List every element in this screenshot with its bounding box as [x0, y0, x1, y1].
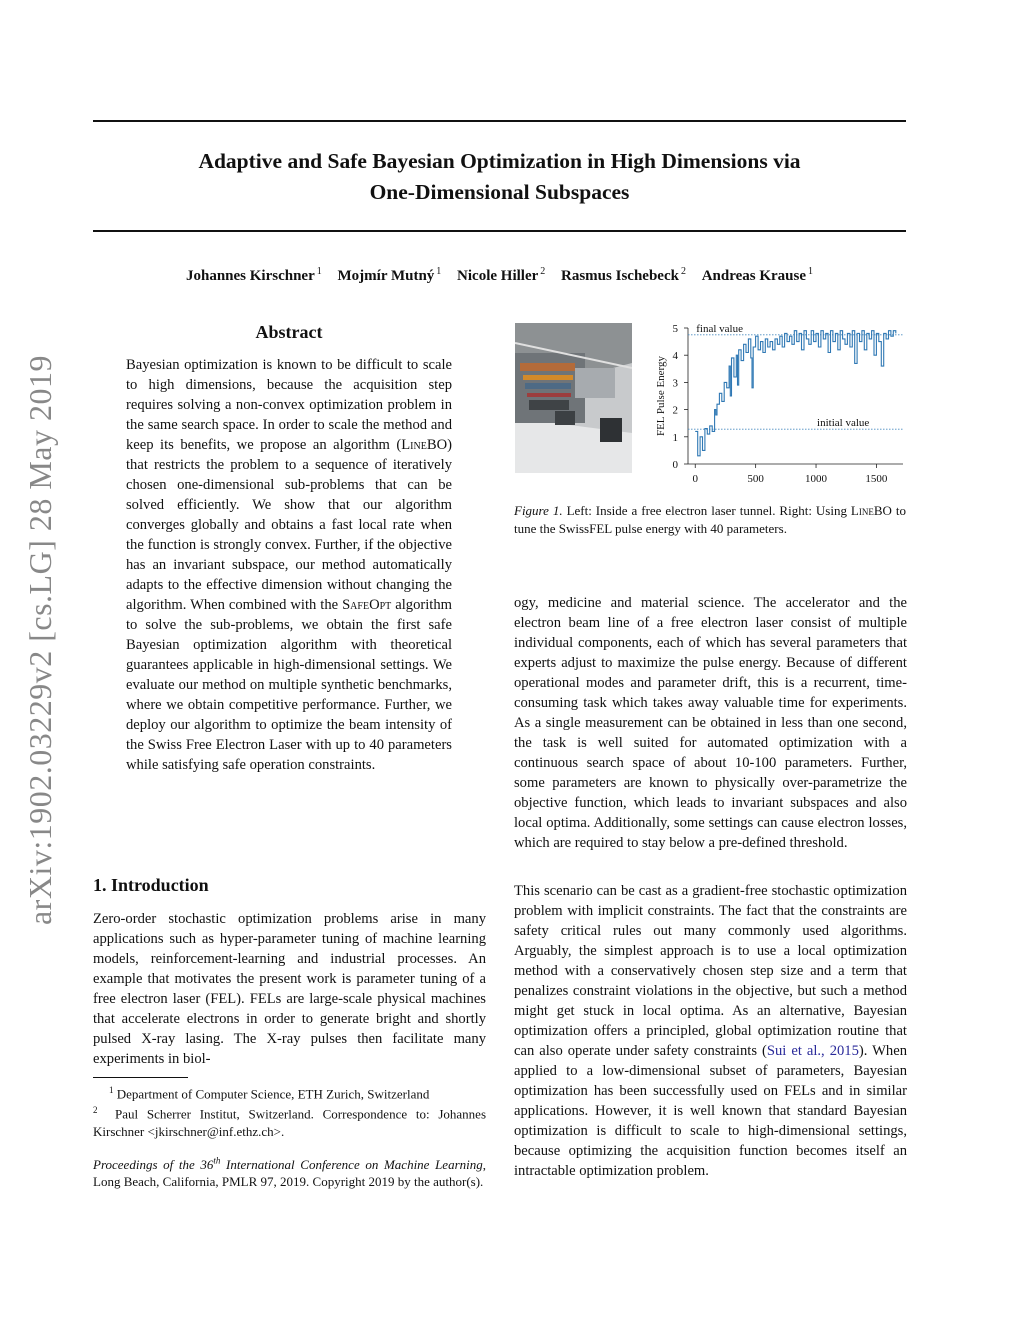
title-line-1: Adaptive and Safe Bayesian Optimization in High Dimensions via	[198, 149, 801, 173]
author-name: Nicole Hiller	[457, 268, 539, 284]
abstract-text-1: Bayesian optimization is known to be difficult to scale to high dimensions, because the acquisition step requires solving a non-convex optimization problem in the same search space. In order to scale the method and keep its benefits, we propose an algorithm (	[126, 357, 452, 453]
footnote-2	[93, 1102, 486, 1139]
proceedings-a: Proceedings of the 36	[93, 1156, 214, 1172]
author	[561, 268, 686, 284]
section-heading-introduction: 1. Introduction	[93, 875, 209, 895]
footnotes	[93, 1082, 486, 1190]
author-name: Rasmus Ischebeck	[561, 268, 679, 284]
caption-linebo: LineBO	[850, 503, 892, 518]
author	[338, 268, 442, 284]
x-tick-label: 500	[747, 473, 764, 485]
footnote-2-text: Paul Scherrer Institut, Switzerland. Correspondence to: Johannes Kirschner <jkirschner@inf.ethz.ch>.	[93, 1106, 487, 1139]
final-value-label: final value	[696, 322, 743, 335]
abstract-safeopt: SafeOpt	[342, 597, 392, 613]
author-list	[93, 266, 906, 285]
y-tick-label: 1	[672, 431, 678, 444]
fel-tunnel-photo	[515, 323, 632, 473]
author	[702, 268, 813, 284]
citation-link-sui2015[interactable]: Sui et al., 2015	[766, 1043, 859, 1059]
author-affiliation: 1	[436, 266, 442, 277]
initial-value-label: initial value	[817, 417, 870, 430]
y-tick-label: 5	[672, 323, 678, 335]
proceedings-c: , Long Beach, California, PMLR 97, 2019. Copyright 2019 by the author(s).	[93, 1156, 486, 1189]
abstract-heading: Abstract	[255, 322, 323, 342]
author-affiliation: 2	[540, 266, 546, 277]
intro-paragraph-1: Zero-order stochastic optimization problems arise in many applications such as hyper-parameter tuning of machine learning models, reinforcement-learning and industrial processes. An example that motivates the present work is parameter tuning of a free electron laser (FEL). FELs are large-scale physical machines that accelerate electrons in order to generate bright and shortly pulsed X-ray lasing. The X-ray pulses then facilitate many experiments in biol-	[93, 911, 486, 1067]
footnote-1-text: Department of Computer Science, ETH Zurich, Switzerland	[116, 1086, 430, 1102]
intro-paragraph-2-b: ). When applied to a low-dimensional subset of parameters, Bayesian optimization has been successfully used on FELs and in similar applications. However, it is well known that standard Bayesian optimization is difficult to scale to high-dimensional settings, because optimizing the acquisition function becomes itself an intractable optimization problem.	[514, 1043, 907, 1179]
title-line-2: One-Dimensional Subspaces	[369, 180, 630, 204]
proceedings-sup: th	[213, 1155, 221, 1166]
x-tick-label: 1000	[805, 473, 828, 485]
figure-1-caption	[514, 502, 906, 538]
proceedings-b: International Conference on Machine Learning	[220, 1156, 483, 1172]
y-tick-label: 3	[672, 377, 678, 390]
author-name: Mojmír Mutný	[337, 268, 435, 284]
y-tick-label: 2	[672, 404, 678, 417]
footnote-1	[93, 1082, 486, 1102]
author-name: Andreas Krause	[701, 268, 807, 284]
intro-paragraph-2	[514, 881, 907, 1181]
pulse-energy-chart	[648, 318, 908, 493]
arxiv-stamp: arXiv:1902.03229v2 [cs.LG] 28 May 2019	[22, 354, 58, 926]
y-axis-label: FEL Pulse Energy	[655, 355, 667, 437]
proceedings-note	[93, 1153, 486, 1190]
footnote-1-marker: 1	[109, 1085, 114, 1095]
abstract-text-3: algorithm to solve the sub-problems, we obtain the first safe Bayesian optimization algorithm with theoretical guarantees applicable in high-dimensional settings. We evaluate our method on multiple synthetic benchmarks, where we obtain competitive performance. Further, we deploy our algorithm to optimize the beam intensity of the Swiss Free Electron Laser with up to 40 parameters while satisfying safe operation constraints.	[126, 597, 452, 773]
paper-title	[93, 146, 906, 208]
footnote-rule	[93, 1077, 188, 1078]
footnote-2-marker: 2	[93, 1105, 98, 1116]
x-tick-label: 0	[692, 473, 698, 485]
abstract-linebo: LineBO	[401, 437, 448, 453]
tunnel-illustration	[515, 323, 632, 473]
author-affiliation: 2	[680, 266, 686, 277]
author-name: Johannes Kirschner	[185, 268, 315, 284]
author-affiliation: 1	[316, 266, 322, 277]
author	[186, 268, 322, 284]
intro-paragraph-2-a: This scenario can be cast as a gradient-free stochastic optimization problem with implicit constraints. The fact that the constraints are safety critical rules out many commonly used algorithms. Arguably, the simplest approach is to use a local optimization method with a conservatively chosen step size and a term that penalizes constraint violations in the objective, but such a method might get stuck in local optima. As an alternative, Bayesian optimization offers a principled, global optimization routine that can also operate under safety constraints (	[514, 883, 907, 1059]
caption-text-b: to tune the SwissFEL pulse energy with 40 parameters.	[514, 503, 906, 536]
author-affiliation: 1	[808, 266, 814, 277]
caption-label: Figure 1.	[514, 503, 563, 518]
title-rule-bottom	[93, 230, 906, 232]
title-rule-top	[93, 120, 906, 122]
y-tick-label: 4	[672, 350, 678, 363]
abstract-body	[126, 355, 452, 775]
abstract-text-2: ) that restricts the problem to a sequence of iteratively chosen one-dimensional sub-problems that can be solved efficiently. We show that our algorithm converges globally and obtains a fast local rate when the function is strongly convex. Further, if the objective has an invariant subspace, our method automatically adapts to the effective dimension without changing the algorithm. When combined with the	[126, 437, 452, 613]
intro-paragraph-1-cont: ogy, medicine and material science. The accelerator and the electron beam line of a free electron laser consist of multiple individual components, each of which has several parameters that experts adjust to maximize the pulse energy. Because of different operational modes and parameter drift, this is a recurrent, time-consuming task which takes away valuable time for experiments. As a single measurement can be obtained in less than one second, the task is well suited for automated optimization with a continuous search space of about 10-100 parameters. Further, some parameters are known to physically over-parametrize the objective function, which leads to invariant subspaces and also local optima. Additionally, some settings can cause electron losses, which are required to stay below a pre-defined threshold.	[514, 595, 907, 851]
author	[457, 268, 545, 284]
chart-marks	[688, 323, 903, 456]
chart-axes	[655, 323, 903, 485]
caption-text-a: Left: Inside a free electron laser tunnel. Right: Using	[562, 503, 851, 518]
series-line	[695, 331, 896, 456]
y-tick-label: 0	[672, 459, 678, 471]
x-tick-label: 1500	[865, 473, 888, 485]
